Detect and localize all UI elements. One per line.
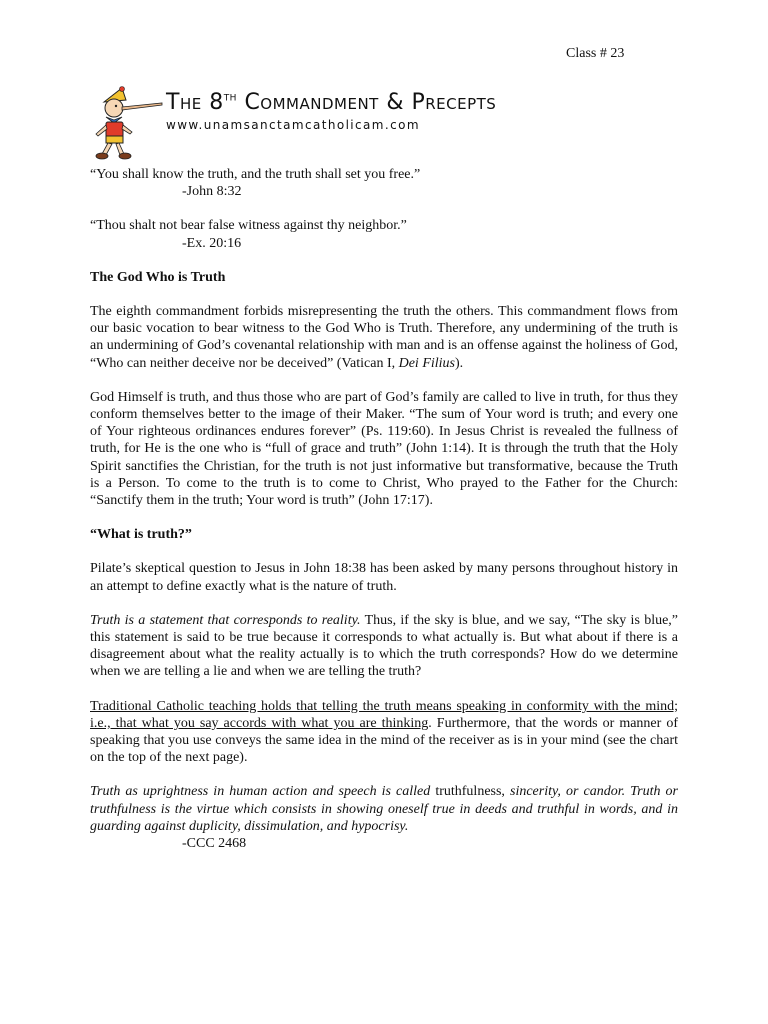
paragraph-eighth-commandment: The eighth commandment forbids misrepresenting the truth the others. This commandment flows from our basic vocation to bear witness to the God Who is Truth. Therefore, any undermining of the truth is an undermining of God’s covenantal relationship with man and is an offense against the holiness of God, “Who can neither deceive nor be deceived” (Vatican I, Dei Filius). [90, 304, 678, 371]
website-url: www.unamsanctamcatholicam.com [166, 118, 420, 132]
section-heading-what-is-truth: “What is truth?” [90, 527, 192, 543]
paragraph-pilate: Pilate’s skeptical question to Jesus in John 18:38 has been asked by many persons throughout history in an attempt to define exactly what is the nature of truth. [90, 561, 678, 594]
paragraph-ccc-quote: Truth as uprightness in human action and speech is called truthfulness, sincerity, or candor. Truth or truthfulness is the virtue which consists in showing oneself true in deeds and truthful in words, and in guarding against duplicity, dissimulation, and hypocrisy. [90, 784, 679, 834]
quote-john-citation: -John 8:32 [182, 184, 242, 200]
quote-exodus-citation: -Ex. 20:16 [182, 235, 242, 251]
document-body [90, 166, 678, 852]
class-number: Class # 23 [566, 46, 625, 61]
quote-john: “You shall know the truth, and the truth shall set you free.” [90, 167, 421, 182]
quote-exodus: “Thou shalt not bear false witness against thy neighbor.” [90, 218, 407, 234]
paragraph-catholic-teaching: Traditional Catholic teaching holds that telling the truth means speaking in conformity with the mind; i.e., that what you say accords with what you are thinking. Furthermore, that the words or manner of speaking that you use conveys the same idea in the mind of the receiver as is in your mind (see the chart on the top of the next page). [90, 698, 678, 766]
ccc-citation: -CCC 2468 [182, 836, 247, 852]
paragraph-god-himself: God Himself is truth, and thus those who are part of God’s family are called to live in truth, for thus they conform themselves better to the image of their Maker. “The sum of Your word is truth; and every one of Your righteous ordinances endures forever” (Ps. 119:60). In Jesus Christ is revealed the fullness of truth, for He is the one who is “full of grace and truth” (John 1:14). It is through the truth that the Holy Spirit sanctifies the Christian, for the truth is not just informative but transformative, because the Truth is a Person. To come to the truth is to come to Christ, Who prayed to the Father for the Church: “Sanctify them in the truth; Your word is truth” (John 17:17). [90, 389, 678, 509]
pinocchio-logo [86, 86, 164, 160]
section-heading-god-who-is-truth: The God Who is Truth [90, 269, 226, 285]
page-title: The 8th Commandment & Precepts [166, 89, 497, 115]
paragraph-correspondence: Truth is a statement that corresponds to reality. Thus, if the sky is blue, and we say, “The sky is blue,” this statement is said to be true because it corresponds to what actually is. But what about if there is a disagreement about what the reality actually is to which the truth corresponds? How do we determine when we are telling a lie and when we are telling the truth? [90, 612, 679, 680]
